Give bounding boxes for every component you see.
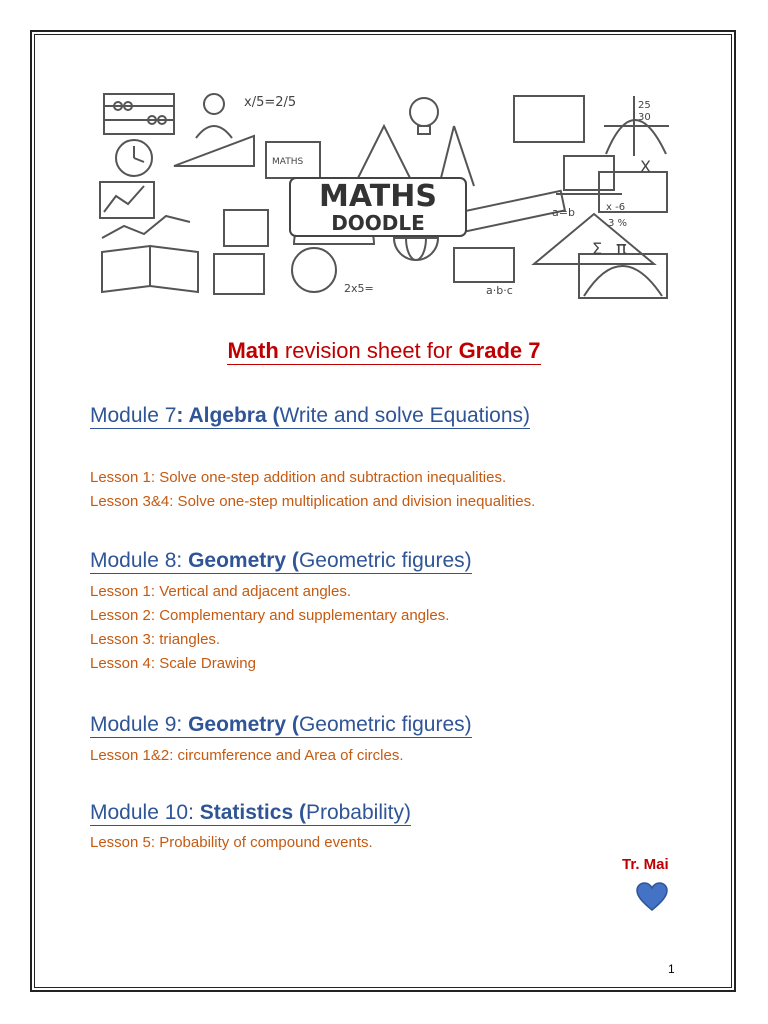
module-8-lessons — [90, 580, 449, 676]
title-grade: Grade 7 — [458, 338, 541, 363]
module-10-lessons — [90, 831, 373, 855]
module-7-lessons — [90, 466, 535, 514]
module-9-topic: Geometry ( — [188, 713, 299, 736]
module-10-prefix: Module 10: — [90, 801, 200, 824]
module-7-topic: : Algebra ( — [176, 404, 280, 427]
title-subject: Math — [227, 338, 279, 363]
doodle-text-equation: x/5=2/5 — [244, 95, 297, 110]
module-7-prefix: Module 7 — [90, 404, 177, 427]
set-square-icon — [174, 136, 254, 166]
list-item: Lesson 1: Solve one-step addition and subtraction inequalities. — [90, 469, 507, 486]
3d-box-icon — [224, 210, 268, 246]
page-title — [0, 338, 768, 364]
module-8-subtopic: Geometric figures) — [298, 549, 472, 572]
list-item: Lesson 3&4: Solve one-step multiplication and division inequalities. — [90, 493, 536, 510]
ruler-icon — [453, 191, 565, 233]
module-10-subtopic: Probability) — [305, 801, 411, 824]
module-9-subtopic: Geometric figures) — [298, 713, 472, 736]
doodle-text-2x5: 2x5= — [344, 282, 374, 295]
trend-line-icon — [102, 216, 190, 238]
title-middle: revision sheet for — [278, 338, 459, 363]
doodle-text-a-equals-b: a=b — [552, 206, 575, 219]
doodle-text-25: 25 — [638, 100, 651, 111]
doodle-text-x: X — [640, 157, 651, 176]
module-8-topic: Geometry ( — [188, 549, 299, 572]
module-10-topic: Statistics ( — [199, 801, 306, 824]
doodle-text-sigma: Σ — [592, 239, 603, 258]
cube-icon — [514, 96, 584, 142]
parabola-chart-icon — [579, 254, 667, 298]
list-item: Lesson 4: Scale Drawing — [90, 655, 256, 672]
doodle-title-doodle: DOODLE — [331, 211, 425, 235]
doodle-text-30: 30 — [638, 112, 651, 123]
list-item: Lesson 1: Vertical and adjacent angles. — [90, 583, 352, 600]
module-8-heading — [90, 549, 472, 573]
module-7-heading — [90, 404, 530, 428]
tv-chart-icon — [100, 182, 154, 218]
module-9-prefix: Module 9: — [90, 713, 189, 736]
abacus-icon — [104, 94, 174, 134]
calculator-icon — [214, 254, 264, 294]
card-icon — [454, 248, 514, 282]
page-number: 1 — [668, 962, 675, 976]
teacher-signature: Tr. Mai — [622, 856, 669, 873]
doodle-text-x-minus-6: x -6 — [606, 202, 626, 213]
open-book-icon — [102, 246, 198, 292]
doodle-text-3-percent: 3 % — [608, 218, 628, 229]
module-9-lessons — [90, 744, 404, 768]
teacher-icon — [204, 94, 224, 114]
doodle-title-maths: MATHS — [319, 179, 437, 214]
doodle-text-pi: π — [616, 238, 627, 259]
list-item: Lesson 5: Probability of compound events. — [90, 834, 373, 851]
list-item: Lesson 2: Complementary and supplementary angles. — [90, 607, 450, 624]
list-item: Lesson 1&2: circumference and Area of circles. — [90, 747, 404, 764]
module-9-heading — [90, 713, 472, 737]
light-bulb-icon — [410, 98, 438, 126]
heart-icon — [636, 882, 668, 912]
module-7-subtopic: Write and solve Equations) — [279, 404, 531, 427]
module-10-heading — [90, 801, 411, 825]
doodle-text-abc: a·b·c — [486, 284, 513, 297]
doodle-text-maths: MATHS — [272, 157, 304, 167]
maths-doodle-banner — [94, 86, 674, 302]
wall-clock-icon — [292, 248, 336, 292]
list-item: Lesson 3: triangles. — [90, 631, 221, 648]
module-8-prefix: Module 8: — [90, 549, 189, 572]
